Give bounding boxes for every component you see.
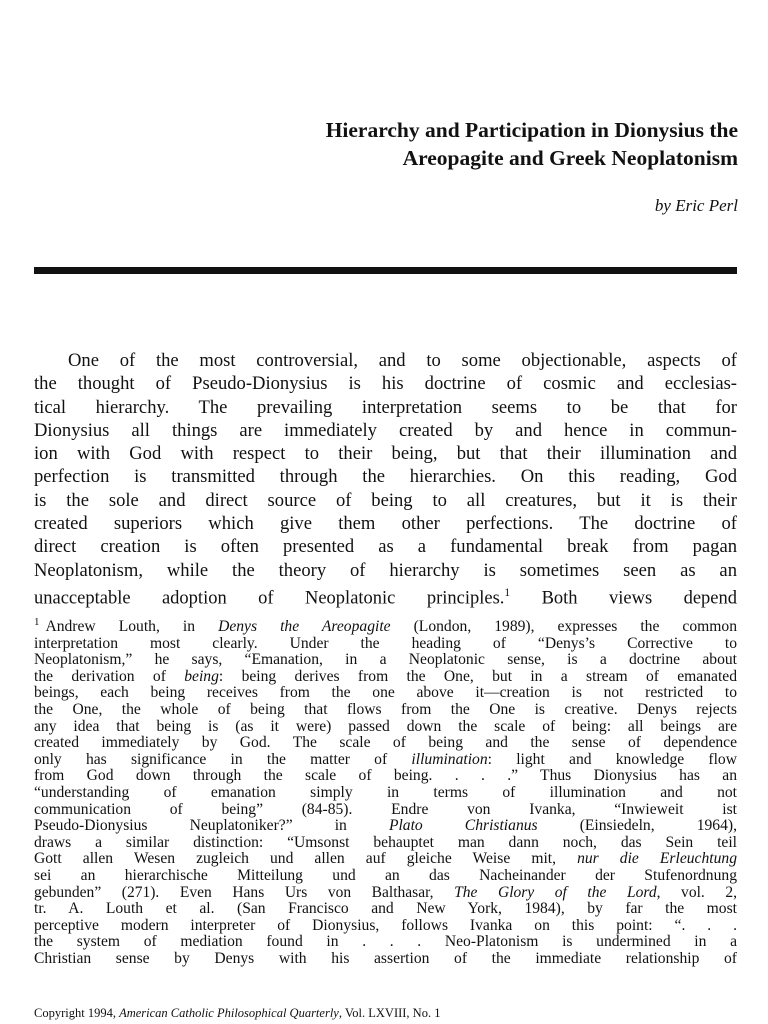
footer-prefix: Copyright 1994,: [34, 1006, 120, 1020]
body-line: direct creation is often presented as a fundamental break from pagan: [34, 536, 737, 558]
fn-text: (Einsiedeln, 1964),: [537, 817, 737, 835]
body-line: is the sole and direct source of being to all creatures, but it is their: [34, 489, 737, 511]
footnote-line: the system of mediation found in . . . Neo-Platonism is undermined in a: [34, 933, 737, 951]
footnote-line: [34, 818, 737, 835]
body-line: Neoplatonism, while the theory of hierarchy is sometimes seen as an: [34, 559, 737, 581]
body-line: created superiors which give them other perfections. The doctrine of: [34, 513, 737, 535]
body-text: unacceptable adoption of Neoplatonic principles.: [34, 588, 505, 609]
fn-text: Gott allen Wesen zugleich und allen auf gleiche Weise mit,: [34, 850, 578, 868]
footnote: [34, 614, 737, 967]
title-line-1: Hierarchy and Participation in Dionysius the: [325, 118, 738, 142]
journal-name: American Catholic Philosophical Quarterly: [119, 1006, 339, 1020]
footnote-line: the One, the whole of being that flows from the One is creative. Denys rejects: [34, 700, 737, 718]
copyright-footer: [34, 1006, 440, 1021]
footer-suffix: , Vol. LXVIII, No. 1: [338, 1006, 441, 1020]
footnote-line: sei an hierarchische Mitteilung und an das Nacheinander der Stufenordnung: [34, 866, 737, 884]
body-line: Dionysius all things are immediately created by and hence in commun-: [34, 419, 737, 441]
footnote-line: [34, 669, 737, 686]
footnote-line: “understanding of emanation simply in terms of illumination and not: [34, 783, 737, 801]
body-line: One of the most controversial, and to some objectionable, aspects of: [68, 350, 737, 371]
body-text: Both views depend: [541, 588, 737, 609]
fn-italic: being: [184, 667, 219, 685]
fn-text: Andrew Louth, in: [45, 618, 219, 635]
fn-text: (London, 1989), expresses the common: [390, 618, 737, 635]
footnote-line: perceptive modern interpreter of Dionysius, follows Ivanka on this point: “. . .: [34, 916, 737, 934]
title-rule: [34, 267, 737, 274]
footnote-line: Neoplatonism,” he says, “Emanation, in a Neoplatonic sense, is a doctrine about: [34, 651, 737, 669]
body-paragraph: [34, 349, 737, 611]
footnote-line: from God down through the scale of being. . . .” Thus Dionysius has an: [34, 767, 737, 785]
fn-text: only has significance in the matter of: [34, 750, 412, 768]
footnote-line: beings, each being receives from the one above it—creation is not restricted to: [34, 684, 737, 702]
footnote-line: interpretation most clearly. Under the heading of “Denys’s Corrective to: [34, 634, 737, 652]
fn-italic: Plato Christianus: [388, 817, 538, 835]
fn-text: : light and knowledge flow: [487, 750, 737, 768]
body-line: the thought of Pseudo-Dionysius is his doctrine of cosmic and ecclesias-: [34, 373, 737, 395]
fn-italic: nur die Erleuchtung: [577, 850, 737, 868]
body-line: ion with God with respect to their being, but that their illumination and: [34, 443, 737, 465]
footnote-line: draws a similar distinction: “Umsonst behauptet man dann noch, das Sein teil: [34, 833, 737, 851]
title-line-2: Areopagite and Greek Neoplatonism: [402, 146, 738, 170]
fn-text: gebunden” (271). Even Hans Urs von Balthasar,: [34, 883, 455, 901]
footnote-line: tr. A. Louth et al. (San Francisco and New York, 1984), by far the most: [34, 900, 737, 918]
fn-italic: Denys the Areopagite: [218, 618, 391, 635]
article-title: [98, 116, 738, 172]
footnote-mark: 1: [34, 616, 40, 628]
fn-italic: The Glory of the Lord: [454, 883, 657, 901]
footnote-line: [34, 885, 737, 902]
fn-text: Pseudo-Dionysius Neuplatoniker?” in: [34, 817, 389, 835]
fn-text: : being derives from the One, but in a stream of emanated: [218, 667, 737, 685]
footnote-line: any idea that being is (as it were) passed down the scale of being: all beings are: [34, 717, 737, 735]
footnote-line: created immediately by God. The scale of being and the sense of dependence: [34, 734, 737, 752]
author-byline: by Eric Perl: [654, 196, 738, 215]
fn-text: , vol. 2,: [656, 883, 737, 901]
footnote-line: Christian sense by Denys with his assertion of the immediate relationship of: [34, 949, 737, 967]
footnote-line: communication of being” (84-85). Endre von Ivanka, “Inwieweit ist: [34, 800, 737, 818]
footnote-line: [34, 614, 737, 636]
footnote-line: [34, 752, 737, 769]
body-line: perfection is transmitted through the hierarchies. On this reading, God: [34, 466, 737, 488]
footnote-reference: 1: [504, 586, 511, 599]
body-line: [34, 582, 737, 611]
body-line: tical hierarchy. The prevailing interpretation seems to be that for: [34, 396, 737, 418]
fn-italic: illumination: [411, 750, 488, 768]
fn-text: the derivation of: [34, 667, 185, 685]
footnote-line: [34, 851, 737, 868]
